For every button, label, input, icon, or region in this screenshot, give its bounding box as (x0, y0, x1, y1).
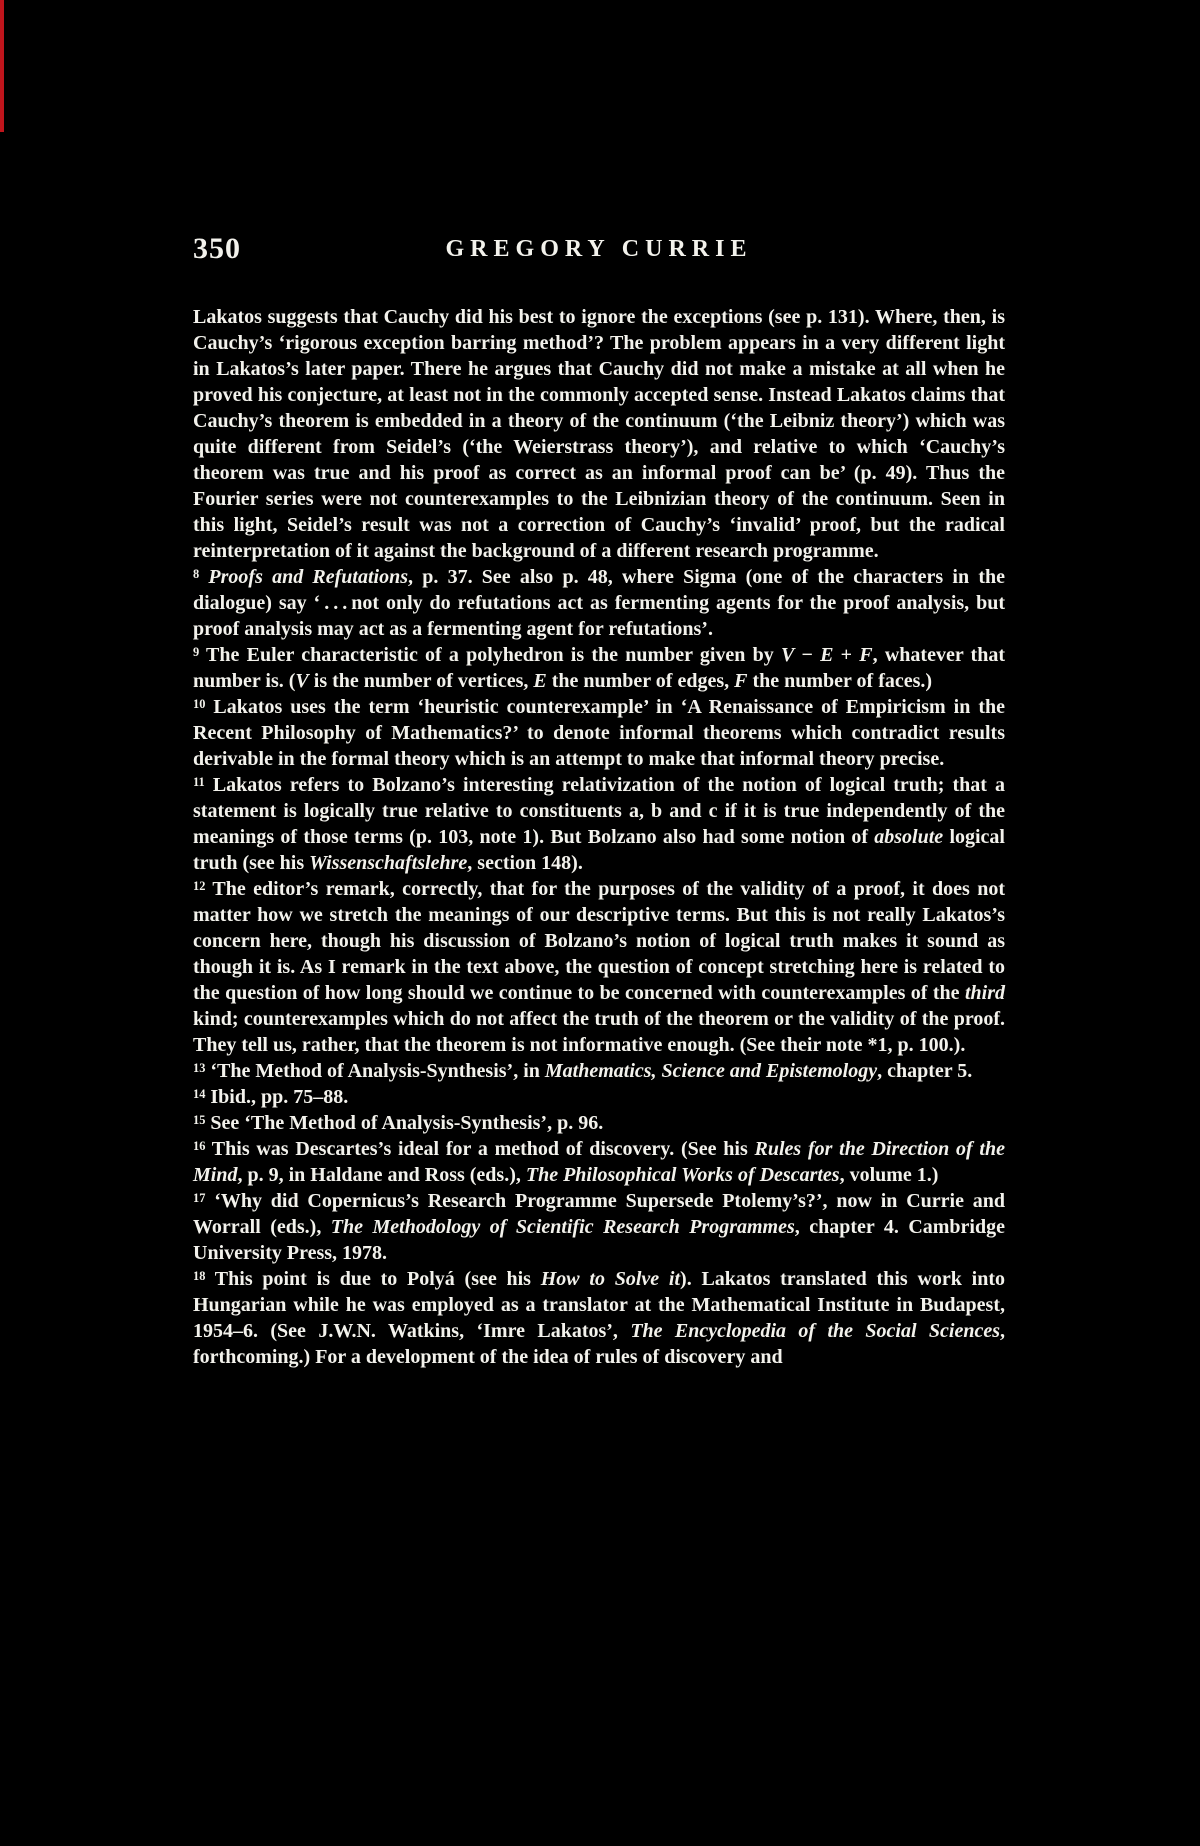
footnote-18: $^{18}$ This point is due to Polyá (see his How to Solve it). Lakatos translated this work into Hungarian while he was employed as a translator at the Mathematical Institute in Budapest, 1954–6. (See J.W.N. Watkins, ‘Imre Lakatos’, The Encyclopedia of the Social Sciences, forthcoming.) For a development of the idea of rules of discovery and (193, 1268, 1005, 1368)
running-header-author: GREGORY CURRIE (445, 236, 753, 262)
footnote-9: $^9$ The Euler characteristic of a polyhedron is the number given by V − E + F, whatever that number is. (V is the number of vertices, E the number of edges, F the number of faces.) (193, 644, 1005, 692)
red-edge-scan-artifact (0, 0, 4, 132)
paragraph-continuation: Lakatos suggests that Cauchy did his best to ignore the exceptions (see p. 131). Where, then, is Cauchy’s ‘rigorous exception barring method’? The problem appears in a very different light in Lakatos’s later paper. There he argues that Cauchy did not make a mistake at all when he proved his conjecture, at least not in the commonly accepted sense. Instead Lakatos claims that Cauchy’s theorem is embedded in a theory of the continuum (‘the Leibniz theory’) which was quite different from Seidel’s (‘the Weierstrass theory’), and relative to which ‘Cauchy’s theorem was true and his proof as correct as an informal proof can be’ (p. 49). Thus the Fourier series were not counterexamples to the Leibnizian theory of the continuum. Seen in this light, Seidel’s result was not a correction of Cauchy’s ‘invalid’ proof, but the radical reinterpretation of it against the background of a different research programme. (193, 306, 1005, 562)
page-body (193, 304, 1005, 1370)
footnote-17: $^{17}$ ‘Why did Copernicus’s Research Programme Supersede Ptolemy’s?’, now in Currie and Worrall (eds.), The Methodology of Scientific Research Programmes, chapter 4. Cambridge University Press, 1978. (193, 1190, 1005, 1264)
footnote-8: $^8$ Proofs and Refutations, p. 37. See also p. 48, where Sigma (one of the characters in the dialogue) say ‘ . . . not only do refutations act as fermenting agents for the proof analysis, but proof analysis may act as a fermenting agent for refutations’. (193, 566, 1005, 640)
page-header (193, 232, 1005, 266)
footnote-11: $^{11}$ Lakatos refers to Bolzano’s interesting relativization of the notion of logical truth; that a statement is logically true relative to constituents a, b and c if it is true independently of the meanings of those terms (p. 103, note 1). But Bolzano also had some notion of absolute logical truth (see his Wissenschaftslehre, section 148). (193, 774, 1005, 874)
footnote-16: $^{16}$ This was Descartes’s ideal for a method of discovery. (See his Rules for the Direction of the Mind, p. 9, in Haldane and Ross (eds.), The Philosophical Works of Descartes, volume 1.) (193, 1138, 1005, 1186)
footnote-15: $^{15}$ See ‘The Method of Analysis-Synthesis’, p. 96. (193, 1112, 604, 1134)
footnote-12: $^{12}$ The editor’s remark, correctly, that for the purposes of the validity of a proof, it does not matter how we stretch the meanings of our descriptive terms. But this is not really Lakatos’s concern here, though his discussion of Bolzano’s notion of logical truth makes it sound as though it is. As I remark in the text above, the question of concept stretching here is related to the question of how long should we continue to be concerned with counterexamples of the third kind; counterexamples which do not affect the truth of the theorem or the validity of the proof. They tell us, rather, that the theorem is not informative enough. (See their note *1, p. 100.). (193, 878, 1005, 1056)
footnote-13: $^{13}$ ‘The Method of Analysis-Synthesis’, in Mathematics, Science and Epistemology, chapter 5. (193, 1060, 973, 1082)
footnote-10: $^{10}$ Lakatos uses the term ‘heuristic counterexample’ in ‘A Renaissance of Empiricism in the Recent Philosophy of Mathematics?’ to denote informal theorems which contradict results derivable in the formal theory which is an attempt to make that informal theory precise. (193, 696, 1005, 770)
page-number: 350 (193, 232, 241, 265)
footnote-14: $^{14}$ Ibid., pp. 75–88. (193, 1086, 349, 1108)
